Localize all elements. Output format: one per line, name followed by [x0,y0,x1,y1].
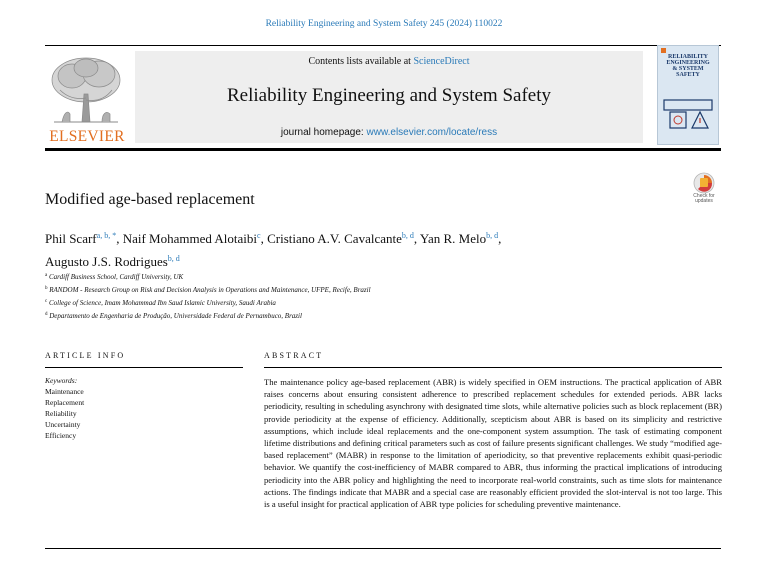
affiliations-list [45,270,685,322]
contents-prefix: Contents lists available at [308,56,414,67]
check-for-updates-label [684,194,724,204]
journal-title: Reliability Engineering and System Safety [227,85,551,106]
cover-title-line: ENGINEERING [666,60,710,66]
sciencedirect-link[interactable]: ScienceDirect [413,56,470,67]
keyword-item: Maintenance [45,387,84,396]
homepage-line [135,127,643,138]
cover-title-line: SAFETY [676,72,700,78]
author-name[interactable]: Yan R. Melo [419,231,487,246]
affiliation-mark: a [45,273,48,278]
keyword-item: Replacement [45,398,85,407]
cover-title-line: & SYSTEM [672,66,704,72]
cover-illustration [662,90,714,136]
publisher-wordmark[interactable]: ELSEVIER [49,128,125,145]
abstract-rule [264,367,722,368]
check-label-line: updates [695,198,713,204]
affiliation-text: College of Science, Imam Mohammad Ibn Saud Islamic University, Saudi Arabia [48,299,276,307]
abstract-bottom-rule [45,548,721,549]
affiliation-mark: c [45,299,48,304]
keyword-item: Reliability [45,409,77,418]
affiliation-item [45,296,685,309]
author-affiliation-marks[interactable]: c [257,231,261,240]
author-separator: , [260,231,268,246]
author-affiliation-marks[interactable]: b, d [167,254,180,263]
citation-header[interactable]: Reliability Engineering and System Safety 245 (2024) 110022 [265,19,503,29]
affiliation-item [45,309,685,322]
cover-title-line: RELIABILITY [667,54,708,60]
author-name[interactable]: Naif Mohammed Alotaibi [122,231,258,246]
affiliation-text: RANDOM - Research Group on Risk and Decision Analysis in Operations and Maintenance, UFPE, Recife, Brazil [49,286,371,294]
author-separator: , [116,231,123,246]
header-top-rule [45,45,721,46]
journal-cover-thumbnail[interactable] [657,45,719,145]
article-info-heading: ARTICLE INFO [45,351,126,360]
affiliation-item [45,270,685,283]
author-separator: , [498,231,502,246]
author-separator: , [413,231,420,246]
author-affiliation-marks[interactable]: a, b, * [96,231,117,240]
affiliation-text: Cardiff Business School, Cardiff University, UK [48,273,184,281]
author-affiliation-marks[interactable]: b, d [401,231,414,240]
check-label-line: Check for [693,193,715,199]
homepage-link[interactable]: www.elsevier.com/locate/ress [366,127,498,138]
author-name[interactable]: Augusto J.S. Rodrigues [45,254,168,269]
affiliation-mark: d [45,312,48,317]
cover-elsevier-mark [661,48,666,53]
author-list [45,226,685,272]
cover-title [658,54,718,78]
keyword-item: Efficiency [45,431,77,440]
header-bottom-rule [45,148,721,151]
author-name[interactable]: Phil Scarf [45,231,97,246]
affiliation-text: Departamento de Engenharia de Produção, Universidade Federal de Pernambuco, Brazil [49,312,302,320]
affiliation-mark: b [45,286,48,291]
author-name[interactable]: Cristiano A.V. Cavalcante [267,231,402,246]
keywords-label: Keywords: [45,376,78,385]
article-info-rule [45,367,243,368]
contents-line [135,56,643,67]
homepage-prefix: journal homepage: [280,127,367,138]
abstract-text: The maintenance policy age-based replacement (ABR) is widely specified in OEM instructions. The practical application of ABR raises concerns about ensuring consistent adherence to prescribed replacement schedules for extended periods. ABR lacks periodicity, resulting in scheduling asynchrony with designated time slots, while alternative policies such as block replacement (BR) provide periodicity at the expense of efficiency. Additionally, scepticism about ABR is based on its simplicity and restrictive assumptions, which include ideal replacements and the one-component system assumption. The task of estimating component lifetime distributions and defining critical parameters such as cost of failure presents significant challenges. We study “modified age-based replacement” (MABR) in response to the limitation of aperiodicity, so that preventive replacements exhibit quasi-periodic behavior. We quantify the cost-inefficiency of MABR compared to ABR, thus informing the practical implications of introducing periodicity into the ABR policy and highlighting the need to incorporate real-world constraints, such as time slots for maintenance actions. The findings indicate that MABR and a special case are reasonably efficient provided the slot-interval is not too large. This is a useful insight for practical application of ABR type policies for scheduling preventive maintenance. [264,377,722,510]
article-title: Modified age-based replacement [45,191,255,208]
keyword-item: Uncertainty [45,420,81,429]
author-affiliation-marks[interactable]: b, d [486,231,499,240]
affiliation-item [45,283,685,296]
abstract-heading: ABSTRACT [264,351,324,360]
